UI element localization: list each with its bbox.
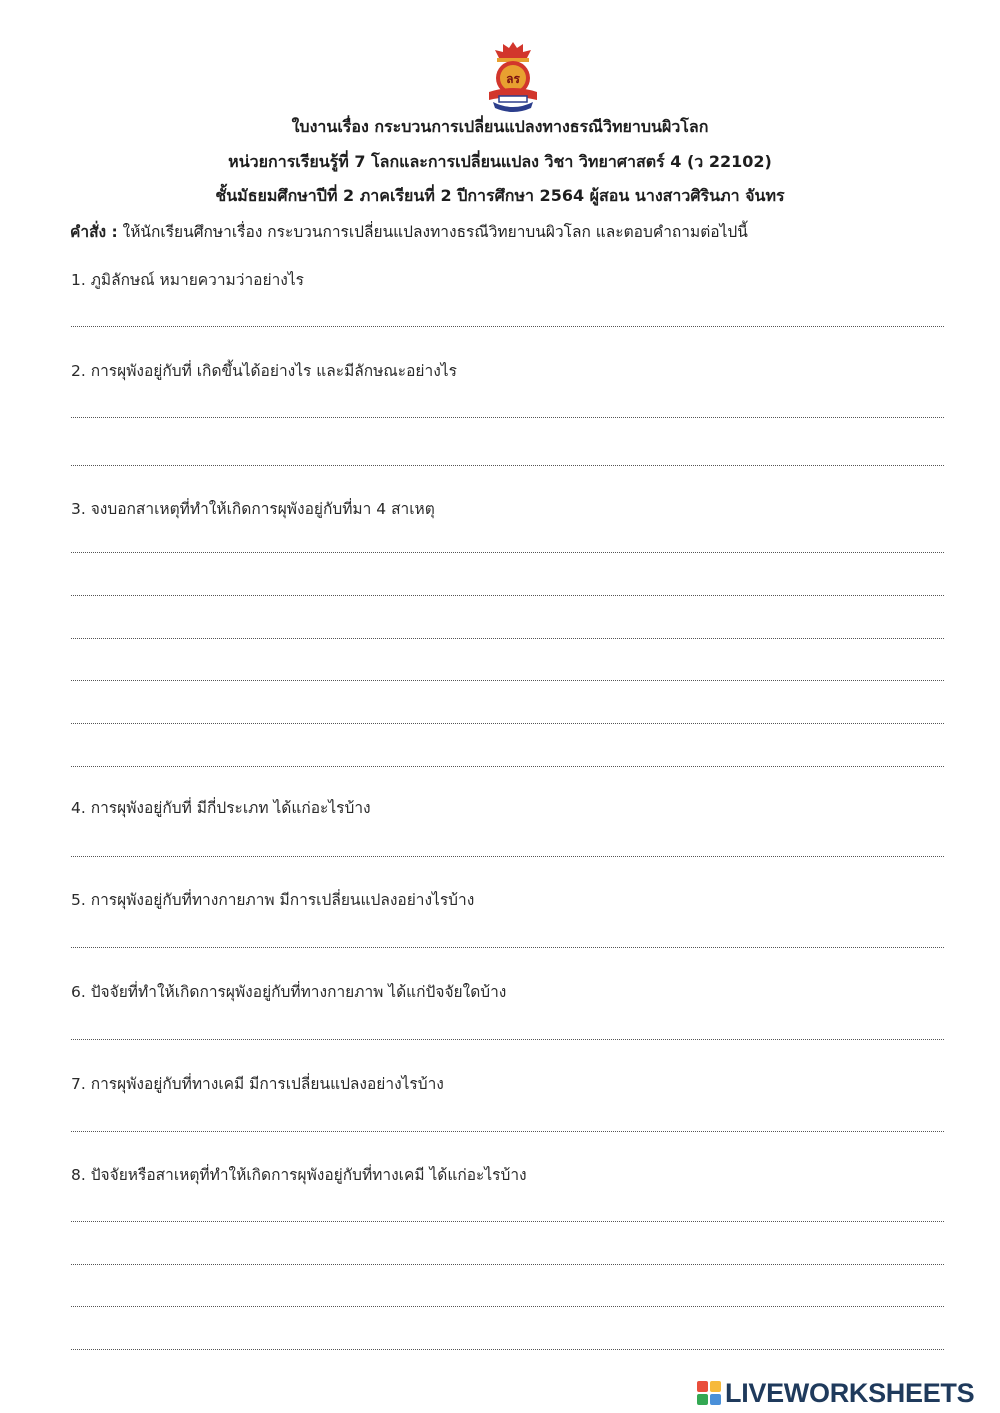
answer-line[interactable] bbox=[71, 552, 944, 553]
question-4: 4. การผุพังอยู่กับที่ มีกี่ประเภท ได้แก่อะไรบ้าง bbox=[71, 799, 371, 817]
answer-line[interactable] bbox=[71, 1264, 944, 1265]
question-1: 1. ภูมิลักษณ์ หมายความว่าอย่างไร bbox=[71, 271, 304, 289]
answer-line[interactable] bbox=[71, 595, 944, 596]
question-8: 8. ปัจจัยหรือสาเหตุที่ทำให้เกิดการผุพังอยู่กับที่ทางเคมี ได้แก่อะไรบ้าง bbox=[71, 1166, 527, 1184]
answer-line[interactable] bbox=[71, 417, 944, 418]
liveworksheets-logo-icon bbox=[697, 1381, 721, 1405]
instruction bbox=[70, 219, 748, 244]
answer-line[interactable] bbox=[71, 1349, 944, 1350]
answer-line[interactable] bbox=[71, 1131, 944, 1132]
answer-line[interactable] bbox=[71, 638, 944, 639]
instruction-label: คำสั่ง : bbox=[70, 223, 118, 241]
answer-line[interactable] bbox=[71, 326, 944, 327]
question-5: 5. การผุพังอยู่กับที่ทางกายภาพ มีการเปลี่ยนแปลงอย่างไรบ้าง bbox=[71, 891, 475, 909]
school-emblem-icon bbox=[479, 38, 547, 118]
answer-line[interactable] bbox=[71, 947, 944, 948]
answer-line[interactable] bbox=[71, 856, 944, 857]
answer-line[interactable] bbox=[71, 680, 944, 681]
answer-line[interactable] bbox=[71, 1221, 944, 1222]
question-7: 7. การผุพังอยู่กับที่ทางเคมี มีการเปลี่ยนแปลงอย่างไรบ้าง bbox=[71, 1075, 444, 1093]
question-2: 2. การผุพังอยู่กับที่ เกิดขึ้นได้อย่างไร และมีลักษณะอย่างไร bbox=[71, 362, 457, 380]
learning-unit-line: หน่วยการเรียนรู้ที่ 7 โลกและการเปลี่ยนแปลง วิชา วิทยาศาสตร์ 4 (ว 22102) bbox=[228, 152, 772, 171]
question-3: 3. จงบอกสาเหตุที่ทำให้เกิดการผุพังอยู่กับที่มา 4 สาเหตุ bbox=[71, 500, 435, 518]
answer-line[interactable] bbox=[71, 465, 944, 466]
question-6: 6. ปัจจัยที่ทำให้เกิดการผุพังอยู่กับที่ทางกายภาพ ได้แก่ปัจจัยใดบ้าง bbox=[71, 983, 507, 1001]
emblem-text: ลร bbox=[506, 72, 520, 86]
liveworksheets-branding[interactable] bbox=[697, 1377, 974, 1409]
answer-line[interactable] bbox=[71, 1039, 944, 1040]
answer-line[interactable] bbox=[71, 766, 944, 767]
answer-line[interactable] bbox=[71, 723, 944, 724]
instruction-text: ให้นักเรียนศึกษาเรื่อง กระบวนการเปลี่ยนแปลงทางธรณีวิทยาบนผิวโลก และตอบคำถามต่อไปนี้ bbox=[122, 223, 748, 241]
worksheet-title: ใบงานเรื่อง กระบวนการเปลี่ยนแปลงทางธรณีวิทยาบนผิวโลก bbox=[291, 117, 709, 136]
answer-line[interactable] bbox=[71, 1306, 944, 1307]
liveworksheets-wordmark: LIVEWORKSHEETS bbox=[725, 1377, 975, 1408]
class-info-line: ชั้นมัธยมศึกษาปีที่ 2 ภาคเรียนที่ 2 ปีการศึกษา 2564 ผู้สอน นางสาวศิรินภา จันทร bbox=[215, 186, 785, 205]
